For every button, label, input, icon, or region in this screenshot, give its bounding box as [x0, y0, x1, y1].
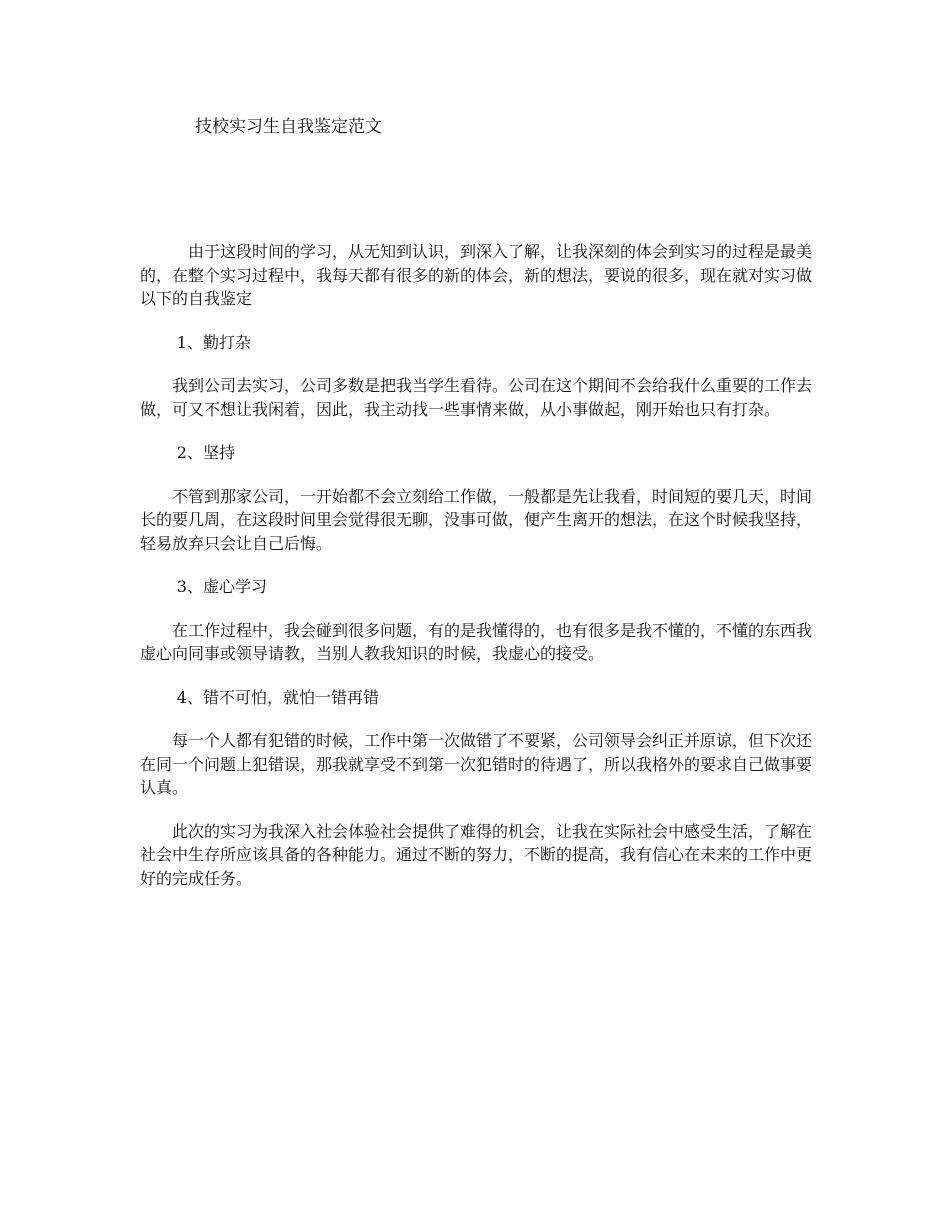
section-body-4: 每一个人都有犯错的时候，工作中第一次做错了不要紧，公司领导会纠正并原谅，但下次还在同一个问题上犯错误，那我就享受不到第一次犯错时的待遇了，所以我格外的要求自己做事要认真。 — [140, 731, 813, 797]
document-body — [140, 240, 812, 910]
section-body-2: 不管到那家公司，一开始都不会立刻给工作做，一般都是先让我看，时间短的要几天，时间长的要几周，在这段时间里会觉得很无聊，没事可做，便产生离开的想法，在这个时候我坚持，轻易放弃只会让自己后悔。 — [140, 486, 813, 553]
section-heading-1: 1、勤打杂 — [176, 332, 251, 352]
section-heading-4: 4、错不可怕，就怕一错再错 — [176, 687, 379, 707]
section-heading-2: 2、坚持 — [176, 443, 235, 462]
section-heading-3: 3、虚心学习 — [176, 577, 267, 596]
conclusion-paragraph: 此次的实习为我深入社会体验社会提供了难得的机会，让我在实际社会中感受生活，了解在社会中生存所应该具备的各种能力。通过不断的努力，不断的提高，我有信心在未来的工作中更好的完成任务。 — [140, 821, 813, 888]
intro-paragraph: 由于这段时间的学习，从无知到认识，到深入了解，让我深刻的体会到实习的过程是最美的，在整个实习过程中，我每天都有很多的新的体会，新的想法，要说的很多，现在就对实习做以下的自我鉴定 — [140, 242, 813, 308]
section-body-3: 在工作过程中，我会碰到很多问题，有的是我懂得的，也有很多是我不懂的，不懂的东西我虚心向同事或领导请教，当别人教我知识的时候，我虚心的接受。 — [140, 620, 813, 663]
document-title: 技校实习生自我鉴定范文 — [195, 117, 382, 137]
section-body-1: 我到公司去实习，公司多数是把我当学生看待。公司在这个期间不会给我什么重要的工作去做，可又不想让我闲着，因此，我主动找一些事情来做，从小事做起，刚开始也只有打杂。 — [140, 376, 813, 419]
